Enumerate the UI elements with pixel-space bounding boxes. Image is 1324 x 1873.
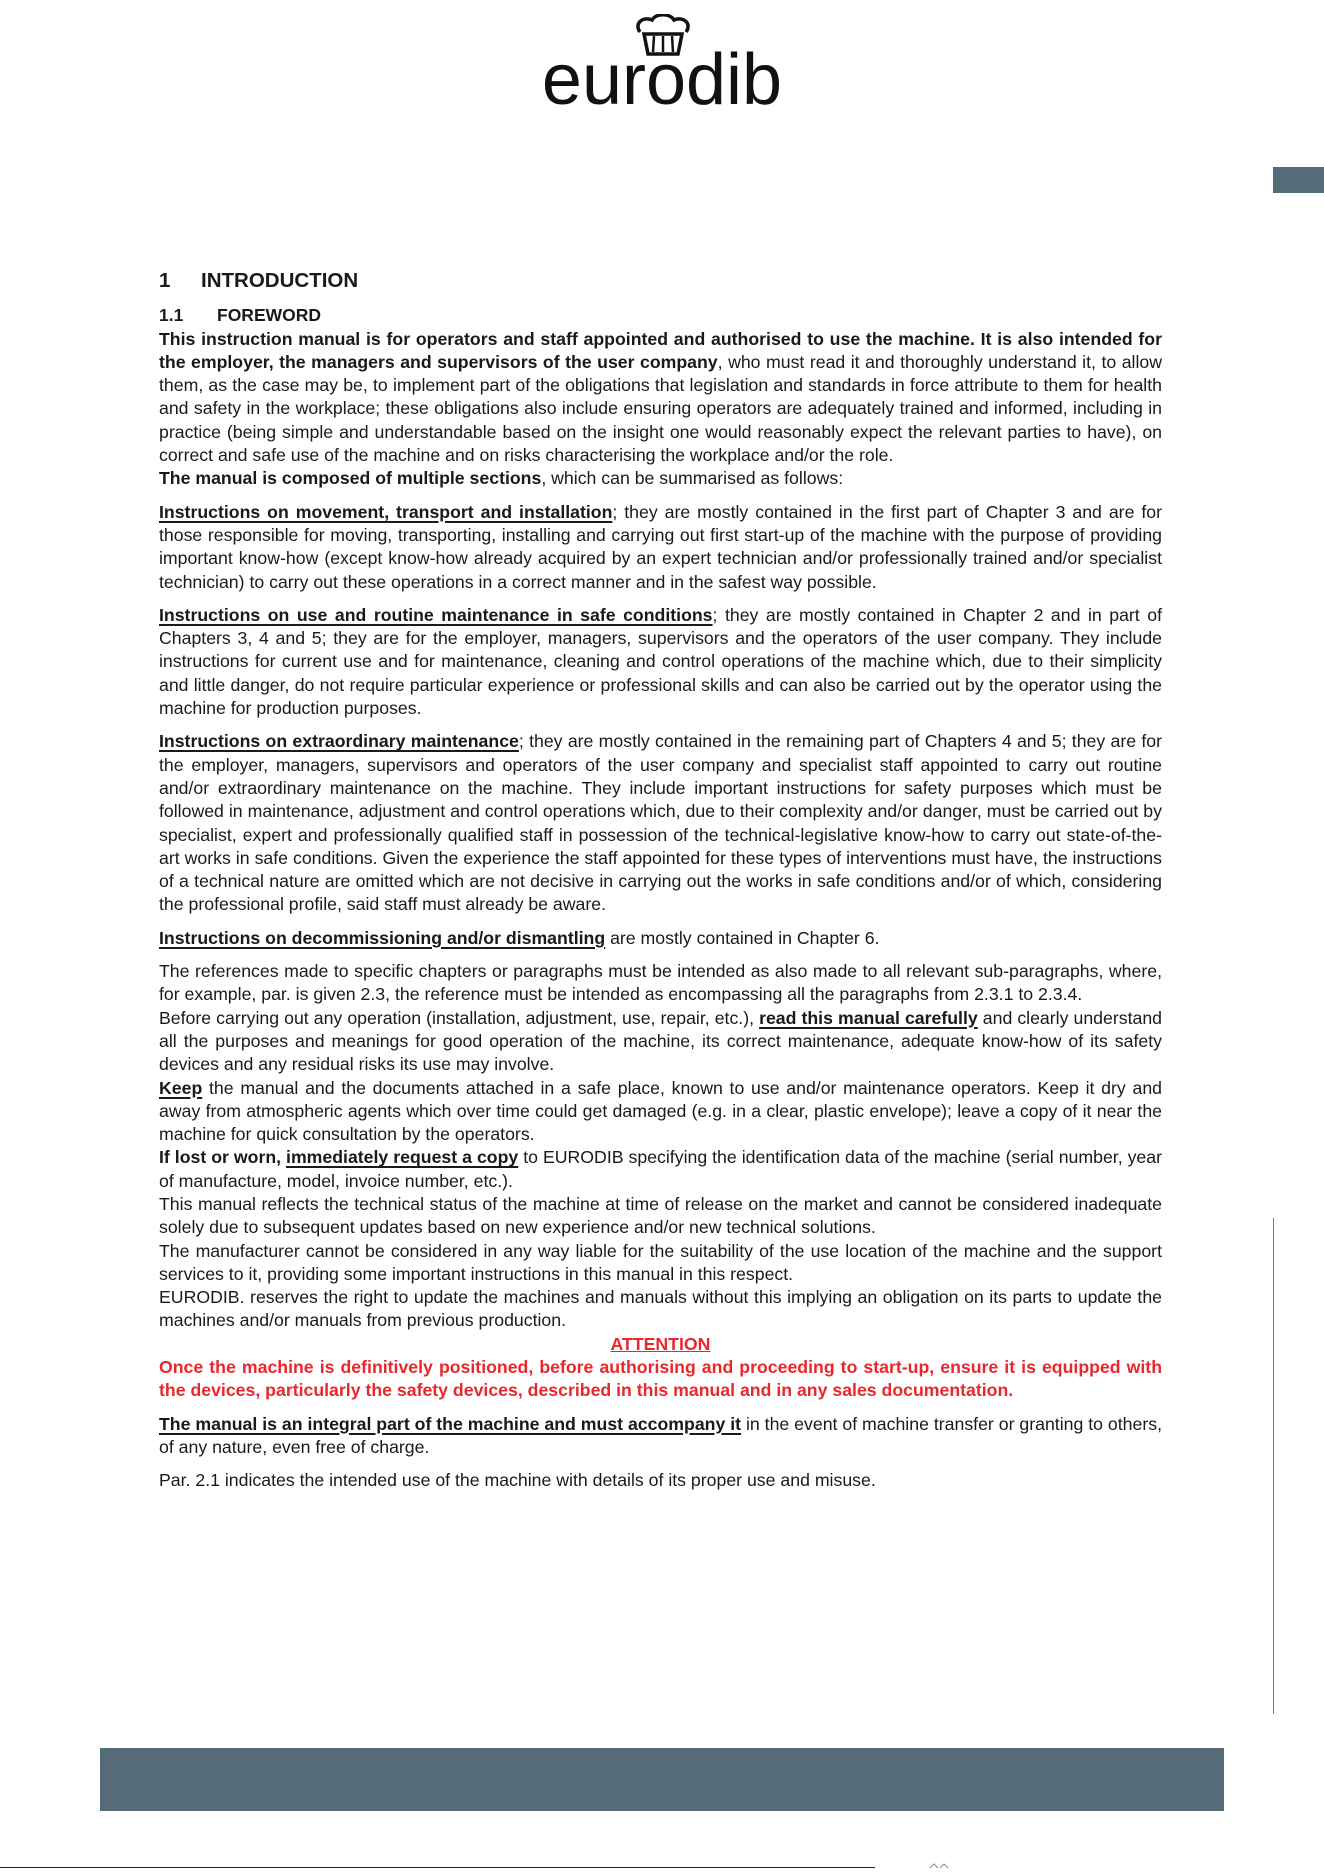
paragraph-sections [159, 467, 1162, 490]
decommissioning-heading: Instructions on decommissioning and/or dismantling [159, 927, 606, 948]
side-rule [1273, 1218, 1274, 1714]
lost-bold: If lost or worn, [159, 1147, 287, 1168]
paragraph-read-manual [159, 1007, 1162, 1077]
intro-bold: This instruction manual is for operators and staff appointed and authorised to use the machine. It is also intended for the employer, the managers and supervisors of the user company [159, 328, 1162, 372]
extraordinary-text: ; they are mostly contained in the remaining part of Chapters 4 and 5; they are for the employer, managers, supervisors and operators of the user company and specialist staff appointed to carry out routine and/or extraordinary maintenance on the machine. They include important instructions for safety purposes which must be followed in maintenance, adjustment and control operations which, due to their complexity and/or danger, must be carried out by specialist, expert and professionally qualified staff in possession of the technical-legislative know-how to carry out state-of-the-art works in safe conditions. Given the experience the staff appointed for these types of interventions must have, the instructions of a technical nature are omitted which are not decisive in carrying out the works in safe conditions and/or of which, considering the professional profile, said staff must already be aware. [159, 731, 1162, 915]
paragraph-keep [159, 1077, 1162, 1147]
paragraph-intro [159, 328, 1162, 468]
transport-text: ; they are mostly contained in the first part of Chapter 3 and are for those responsible for moving, transporting, installing and carrying out first start-up of the machine with the purpose of providing important know-how (except know-how already acquired by an expert technician and/or professionally trained and/or specialist technician) to carry out these operations in a correct manner and in the safest way possible. [159, 501, 1162, 592]
logo-wordmark: eurodib [541, 40, 783, 120]
intro-text: , who must read it and thoroughly understand it, to allow them, as the case may be, to implement part of the obligations that legislation and standards in force attribute to them for health and safety in the workplace; these obligations also include ensuring operators are adequately trained and informed, including in practice (being simple and understandable based on the insight one would reasonably expect the relevant parties to have), on correct and safe use of the machine and on risks characterising the workplace and/or the role. [159, 351, 1162, 466]
small-mark-icon [928, 1862, 950, 1870]
integral-heading: The manual is an integral part of the machine and must accompany it [159, 1413, 742, 1434]
subsection-heading [159, 304, 1162, 327]
routine-text: ; they are mostly contained in Chapter 2 and in part of Chapters 3, 4 and 5; they are for the employer, managers, supervisors and the operators of the user company. They include instructions for current use and for maintenance, cleaning and control operations of the machine which, due to their simplicity and little danger, do not require particular experience or professional skills and can also be carried out by the operator using the machine for production purposes. [159, 604, 1162, 719]
side-tab-marker [1273, 167, 1324, 193]
section-title: INTRODUCTION [201, 269, 359, 292]
routine-heading: Instructions on use and routine maintenance in safe conditions [159, 604, 713, 625]
keep-text: the manual and the documents attached in a safe place, known to use and/or maintenance operators. Keep it dry and away from atmospheric agents which over time could get damaged (e.g. in a clear, plastic envelope); leave a copy of it near the machine for quick consultation by the operators. [159, 1077, 1162, 1145]
sections-bold: The manual is composed of multiple sections [159, 468, 542, 489]
section-heading [159, 269, 1162, 292]
paragraph-routine-maintenance [159, 604, 1162, 720]
footer-band [100, 1748, 1224, 1811]
lost-text: to EURODIB specifying the identification data of the machine (serial number, year of manufacture, model, invoice number, etc.). [159, 1147, 1163, 1191]
page-mark [928, 1862, 950, 1870]
paragraph-references: The references made to specific chapters or paragraphs must be intended as also made to all relevant sub-paragraphs, where, for example, par. is given 2.3, the reference must be intended as encompassing all the paragraphs from 2.3.1 to 2.3.4. [159, 961, 1162, 1005]
paragraph-liability: The manufacturer cannot be considered in any way liable for the suitability of the use location of the machine and the support services to it, providing some important instructions in this manual in this respect. [159, 1240, 1162, 1284]
paragraph-decommissioning [159, 927, 1162, 950]
attention-title: ATTENTION [610, 1333, 711, 1354]
paragraph-lost [159, 1146, 1162, 1193]
read-text-b: and clearly understand all the purposes and meanings for good operation of the machine, its correct maintenance, adequate know-how of its safety devices and any residual risks its use may involve. [159, 1007, 1162, 1075]
attention-bold: Once the machine is definitively positioned, before authorising and proceeding to start-up, ensure it is equipped with the devices, particularly the safety devices, described in this manual and in any sales documentation. [159, 1357, 1162, 1401]
transport-heading: Instructions on movement, transport and installation [159, 501, 613, 522]
paragraph-updates: EURODIB. reserves the right to update the machines and manuals without this implying an obligation on its parts to update the machines and/or manuals from previous production. [159, 1287, 1162, 1331]
page-content [159, 265, 1162, 1493]
paragraph-transport [159, 501, 1162, 594]
read-carefully: read this manual carefully [759, 1007, 978, 1028]
subsection-title: FOREWORD [217, 305, 322, 326]
keep-word: Keep [159, 1077, 203, 1098]
decommissioning-text: are mostly contained in Chapter 6. [605, 927, 880, 948]
bottom-rule [0, 1867, 875, 1868]
subsection-number: 1.1 [159, 305, 184, 326]
sections-text: , which can be summarised as follows: [541, 468, 844, 489]
attention-text [159, 1356, 1162, 1403]
section-number: 1 [159, 269, 171, 292]
extraordinary-heading: Instructions on extraordinary maintenance [159, 731, 519, 752]
header-logo [0, 14, 1324, 120]
paragraph-integral [159, 1413, 1162, 1460]
read-text-a: Before carrying out any operation (installation, adjustment, use, repair, etc.), [159, 1007, 760, 1028]
paragraph-extraordinary-maintenance [159, 730, 1162, 916]
paragraph-intended-use: Par. 2.1 indicates the intended use of the machine with details of its proper use and misuse. [159, 1470, 876, 1491]
integral-text: in the event of machine transfer or granting to others, of any nature, even free of charge. [159, 1413, 1162, 1457]
request-copy: immediately request a copy [286, 1147, 519, 1168]
paragraph-status: This manual reflects the technical status of the machine at time of release on the market and cannot be considered inadequate solely due to subsequent updates based on new experience and/or new technical solutions. [159, 1193, 1162, 1238]
